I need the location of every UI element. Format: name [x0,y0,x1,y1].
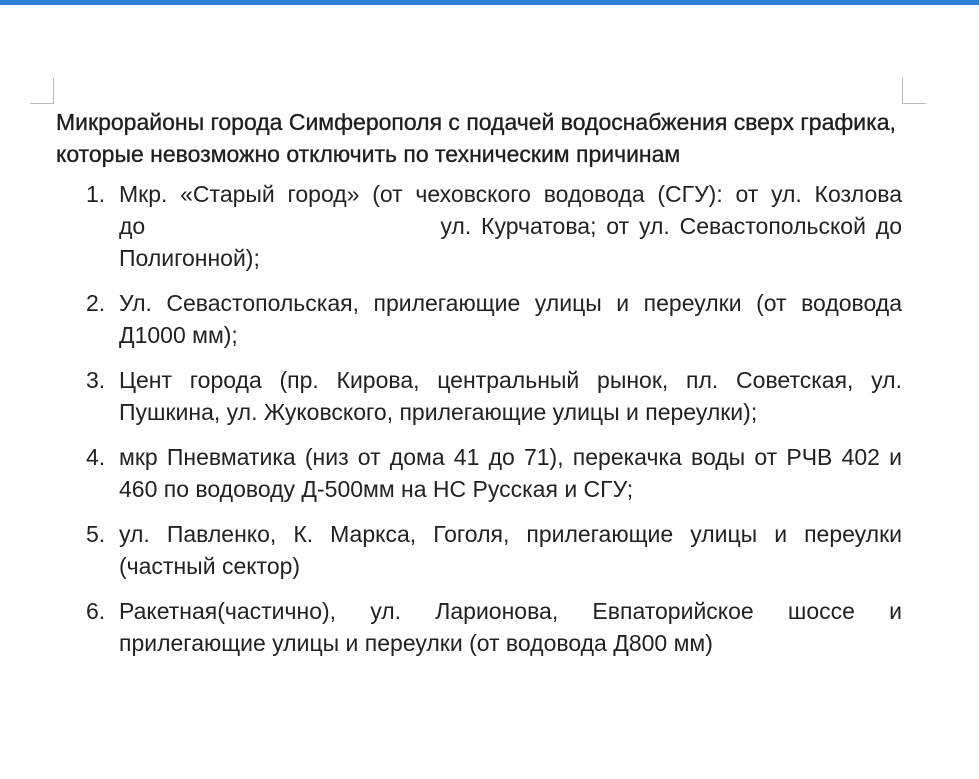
list-item-text: Ул. Севастопольская, прилегающие улицы и переулки (от водовода Д1000 мм); [119,290,902,348]
document-title: Микрорайоны города Симферополя с подачей водоснабжения сверх графика, которые невозможно отключить по техническим причинам [56,109,896,167]
list-item-text: Мкр. «Старый город» (от чеховского водовода (СГУ): от ул. Козлова до ул. Курчатова; от ул. Севастопольской до Полигонной); [119,181,902,271]
document-page [56,106,902,672]
list-item [56,287,902,351]
page-margin-mark-right [902,78,926,104]
list-item [56,441,902,505]
list-item-number: 5. [86,521,106,547]
list-item [56,518,902,582]
list-item-number: 1. [86,181,106,207]
list-item-number: 4. [86,444,106,470]
list-item-number: 2. [86,290,106,316]
list-item-number: 6. [86,598,106,624]
list-item-text: Цент города (пр. Кирова, центральный рынок, пл. Советская, ул. Пушкина, ул. Жуковского, прилегающие улицы и переулки); [119,367,902,425]
list-item-text: ул. Павленко, К. Маркса, Гоголя, прилегающие улицы и переулки (частный сектор) [119,521,902,579]
list-item-text: Ракетная(частично), ул. Ларионова, Евпаторийское шоссе и прилегающие улицы и переулки (от водовода Д800 мм) [119,598,902,656]
list-item [56,364,902,428]
list-item-text: мкр Пневматика (низ от дома 41 до 71), перекачка воды от РЧВ 402 и 460 по водоводу Д-500мм на НС Русская и СГУ; [119,444,902,502]
districts-list [56,178,902,659]
list-item [56,595,902,659]
list-item [56,178,902,274]
list-item-number: 3. [86,367,106,393]
top-accent-bar [0,0,979,5]
page-margin-mark-left [30,78,54,104]
